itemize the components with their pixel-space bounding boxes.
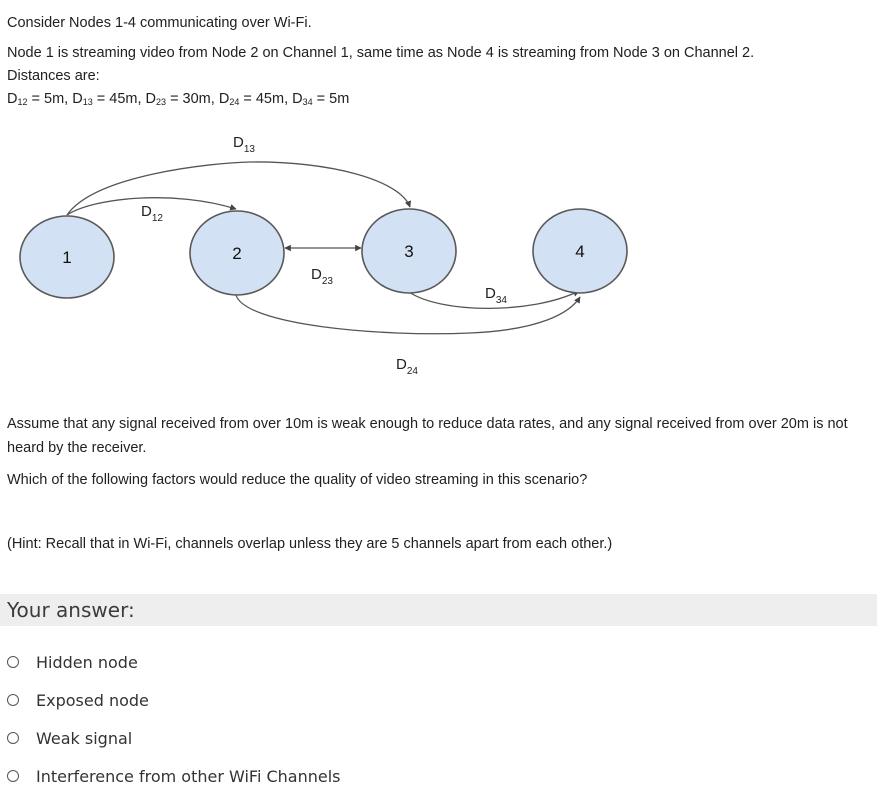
distance-d34: $D_{34} = 5m$ xyxy=(292,91,350,107)
svg-text:3: 3 xyxy=(404,242,414,261)
your-answer-label: Your answer: xyxy=(7,598,135,622)
edge-d13 xyxy=(67,162,410,215)
option-label: Weak signal xyxy=(36,728,133,748)
label-d24: $D_{24}$ xyxy=(396,356,418,377)
hint-text: (Hint: Recall that in Wi-Fi, channels overlap unless they are 5 channels apart from each other.) xyxy=(7,536,613,552)
distance-d12: $D_{12} = 5m$, xyxy=(7,91,69,107)
label-d23: $D_{23}$ xyxy=(311,266,333,287)
radio-icon[interactable] xyxy=(7,732,19,744)
distance-d23: $D_{23} = 30m$, xyxy=(145,91,215,107)
node-1 xyxy=(20,216,114,298)
label-d12: $D_{12}$ xyxy=(141,203,163,224)
radio-icon[interactable] xyxy=(7,694,19,706)
option-interference[interactable] xyxy=(5,763,341,789)
option-hidden-node[interactable] xyxy=(5,649,138,675)
node-2 xyxy=(190,211,284,295)
radio-icon[interactable] xyxy=(7,770,19,782)
distance-d13: $D_{13} = 45m$, xyxy=(72,91,142,107)
svg-text:2: 2 xyxy=(232,244,242,263)
network-diagram xyxy=(0,125,877,390)
assumption-line-2: heard by the receiver. xyxy=(7,440,147,456)
your-answer-header xyxy=(0,594,877,626)
distances-label: Distances are: xyxy=(7,68,100,84)
question-intro: Consider Nodes 1-4 communicating over Wi-Fi. xyxy=(7,15,312,31)
label-d13: $D_{13}$ xyxy=(233,134,255,155)
option-label: Exposed node xyxy=(36,690,149,710)
distances-list xyxy=(7,88,349,114)
option-weak-signal[interactable] xyxy=(5,725,132,751)
option-label: Hidden node xyxy=(36,652,138,672)
label-d34: $D_{34}$ xyxy=(485,285,507,306)
question-scenario: Node 1 is streaming video from Node 2 on Channel 1, same time as Node 4 is streaming from Node 3 on Channel 2. xyxy=(7,45,755,61)
node-4 xyxy=(533,209,627,293)
svg-text:4: 4 xyxy=(575,242,585,261)
distance-d24: $D_{24} = 45m$, xyxy=(218,91,289,107)
radio-icon[interactable] xyxy=(7,656,19,668)
assumption-line-1: Assume that any signal received from over 10m is weak enough to reduce data rates, and any signal received from over 20m is not xyxy=(7,416,848,432)
option-exposed-node[interactable] xyxy=(5,687,149,713)
svg-text:1: 1 xyxy=(62,248,72,267)
question-prompt: Which of the following factors would reduce the quality of video streaming in this scenario? xyxy=(7,472,588,488)
edge-d24 xyxy=(236,295,580,334)
node-3 xyxy=(362,209,456,293)
option-label: Interference from other WiFi Channels xyxy=(36,766,341,786)
